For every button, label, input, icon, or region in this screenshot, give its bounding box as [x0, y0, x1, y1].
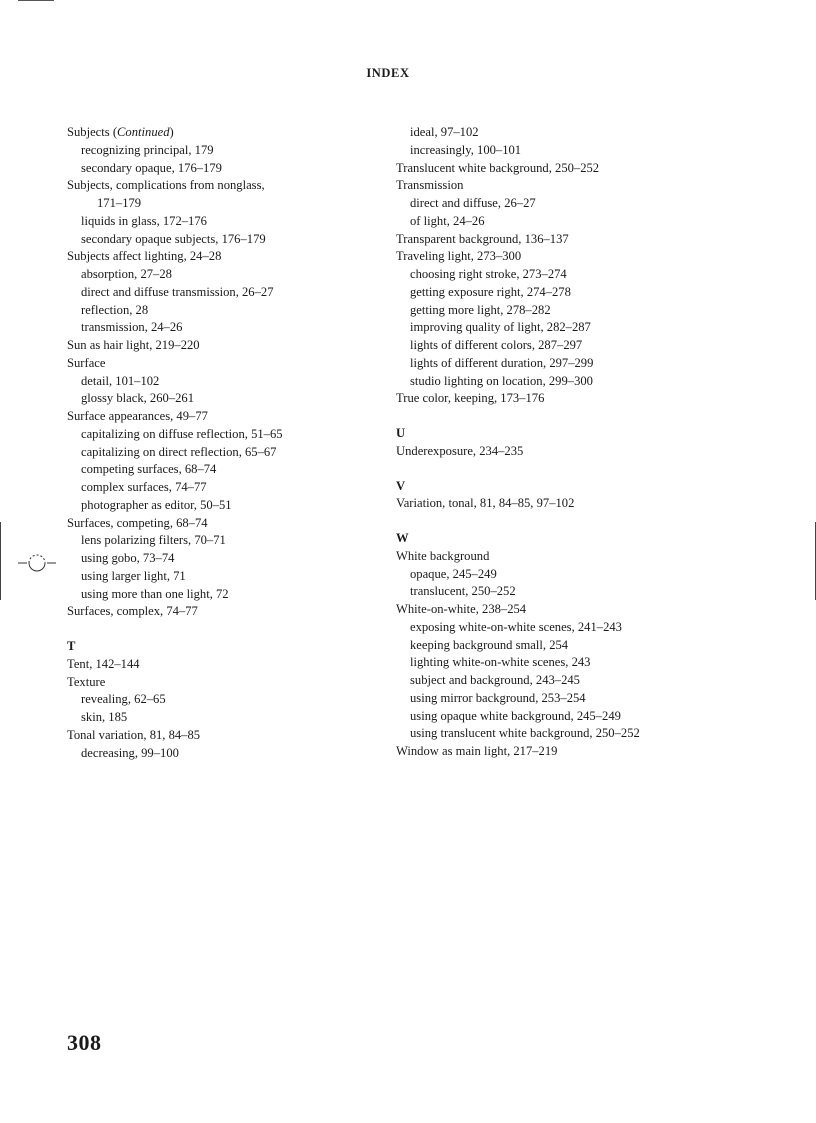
section-letter: U: [396, 426, 406, 440]
index-subentry: liquids in glass, 172–176: [81, 213, 207, 228]
index-entry: Tonal variation, 81, 84–85: [67, 727, 201, 742]
index-subentry: transmission, 24–26: [81, 320, 183, 335]
index-entry: Transparent background, 136–137: [396, 231, 569, 246]
index-subentry: using mirror background, 253–254: [410, 690, 586, 705]
index-entry: Underexposure, 234–235: [396, 443, 524, 458]
page-title: INDEX: [366, 66, 410, 80]
index-entry: Variation, tonal, 81, 84–85, 97–102: [396, 496, 575, 511]
index-subentry: lighting white-on-white scenes, 243: [410, 655, 591, 670]
index-subentry: lens polarizing filters, 70–71: [81, 533, 226, 548]
entry-continued-label: Continued: [117, 125, 170, 139]
index-subentry: choosing right stroke, 273–274: [410, 267, 567, 281]
index-entry: Surface: [67, 355, 106, 370]
index-column-left: [67, 124, 377, 762]
index-entry: Subjects, complications from nonglass,: [67, 178, 265, 193]
index-subentry: decreasing, 99–100: [81, 745, 179, 760]
page-number: 308: [67, 1030, 102, 1055]
left-edge-mark: [0, 522, 1, 600]
index-subentry: ideal, 97–102: [410, 125, 479, 139]
index-subentry: using more than one light, 72: [81, 586, 229, 601]
index-subentry: revealing, 62–65: [81, 692, 166, 707]
index-subentry: getting exposure right, 274–278: [410, 284, 571, 299]
index-entry: Transmission: [396, 178, 464, 193]
index-subentry: direct and diffuse transmission, 26–27: [81, 284, 274, 299]
index-column-right: [396, 124, 696, 761]
index-subentry: reflection, 28: [81, 302, 149, 317]
index-entry: Surfaces, competing, 68–74: [67, 515, 208, 530]
entry-text: Subjects (: [67, 125, 118, 139]
index-subentry: improving quality of light, 282–287: [410, 320, 591, 335]
index-subentry: glossy black, 260–261: [81, 391, 194, 406]
index-subentry: secondary opaque subjects, 176–179: [81, 231, 266, 246]
index-subentry: 171–179: [97, 196, 142, 210]
index-entry: Subjects affect lighting, 24–28: [67, 249, 222, 264]
section-letter: W: [396, 531, 409, 545]
index-subentry: exposing white-on-white scenes, 241–243: [410, 619, 622, 634]
index-subentry: detail, 101–102: [81, 373, 160, 388]
index-entry: White-on-white, 238–254: [396, 602, 527, 616]
index-entry: Tent, 142–144: [67, 656, 140, 671]
index-subentry: capitalizing on diffuse reflection, 51–65: [81, 426, 283, 441]
index-entry: Window as main light, 217–219: [396, 744, 558, 758]
index-subentry: using opaque white background, 245–249: [410, 708, 621, 723]
index-subentry: capitalizing on direct reflection, 65–67: [81, 444, 277, 459]
crop-mark: [18, 0, 54, 1]
index-entry: [67, 124, 377, 142]
index-subentry: competing surfaces, 68–74: [81, 462, 217, 477]
index-subentry: using gobo, 73–74: [81, 551, 175, 565]
index-subentry: opaque, 245–249: [410, 566, 497, 581]
index-subentry: lights of different colors, 287–297: [410, 338, 583, 352]
index-entry: Surface appearances, 49–77: [67, 409, 208, 423]
index-subentry: skin, 185: [81, 710, 128, 724]
section-letter: V: [396, 478, 406, 493]
index-entry: True color, keeping, 173–176: [396, 391, 545, 406]
index-subentry: studio lighting on location, 299–300: [410, 373, 593, 388]
index-subentry: translucent, 250–252: [410, 584, 516, 599]
index-subentry: lights of different duration, 297–299: [410, 355, 594, 370]
index-entry: Translucent white background, 250–252: [396, 160, 600, 175]
index-subentry: recognizing principal, 179: [81, 142, 214, 157]
index-entry: Surfaces, complex, 74–77: [67, 604, 198, 619]
index-subentry: direct and diffuse, 26–27: [410, 196, 536, 210]
index-entry: Sun as hair light, 219–220: [67, 338, 200, 352]
index-subentry: using translucent white background, 250–252: [410, 726, 640, 741]
index-subentry: of light, 24–26: [410, 213, 485, 228]
index-entry: Traveling light, 273–300: [396, 249, 522, 264]
index-subentry: secondary opaque, 176–179: [81, 160, 222, 175]
index-subentry: keeping background small, 254: [410, 637, 569, 652]
index-subentry: complex surfaces, 74–77: [81, 480, 207, 494]
index-subentry: increasingly, 100–101: [410, 142, 522, 157]
index-subentry: getting more light, 278–282: [410, 302, 551, 317]
entry-text-tail: ): [169, 125, 174, 139]
index-subentry: photographer as editor, 50–51: [81, 497, 232, 512]
index-subentry: using larger light, 71: [81, 568, 186, 583]
section-letter: T: [67, 639, 76, 653]
index-subentry: absorption, 27–28: [81, 267, 172, 281]
registration-mark-icon: [18, 552, 56, 574]
index-subentry: subject and background, 243–245: [410, 673, 580, 687]
index-entry: White background: [396, 548, 490, 563]
index-entry: Texture: [67, 674, 106, 689]
